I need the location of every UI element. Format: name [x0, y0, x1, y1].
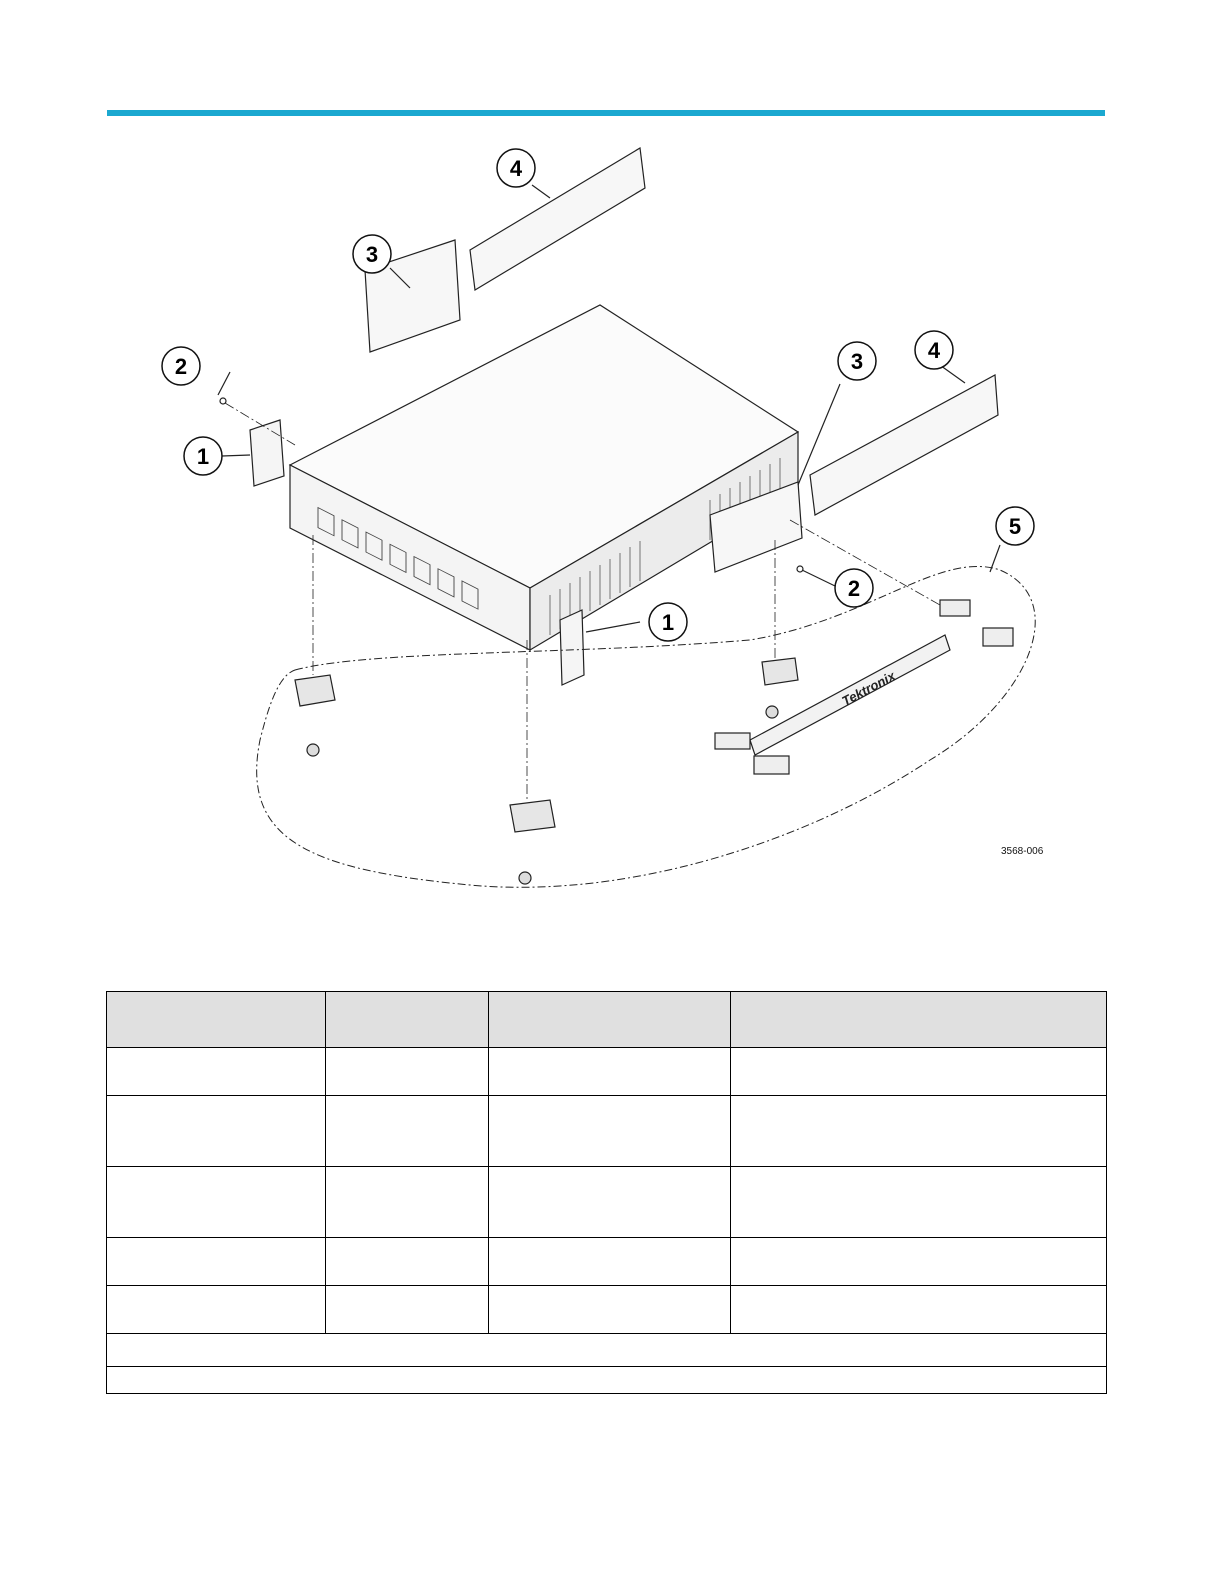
handle-end-block-1 — [715, 733, 750, 749]
table-cell — [731, 1238, 1107, 1286]
rackmount-exploded-diagram — [150, 140, 1070, 900]
header-accent-rule — [107, 110, 1105, 116]
callout-label: 4 — [509, 156, 523, 181]
table-row — [107, 1286, 1107, 1334]
table-header-row — [107, 992, 1107, 1048]
screw-right — [797, 566, 803, 572]
kit-enclosure — [257, 566, 1036, 887]
table-header-cell — [326, 992, 489, 1048]
front-ear-right — [560, 610, 584, 685]
rail-top — [470, 148, 645, 290]
table-cell — [731, 1286, 1107, 1334]
figure-id-label: 3568-006 — [1001, 846, 1044, 857]
front-ear-left — [250, 420, 284, 486]
callout-label: 1 — [196, 444, 210, 469]
foot-center — [510, 800, 555, 832]
foot-pad-right — [766, 706, 778, 718]
table-cell — [731, 1167, 1107, 1238]
handle-end-block-2 — [754, 756, 789, 774]
table-header-cell — [731, 992, 1107, 1048]
table-cell-wide — [107, 1367, 1107, 1394]
callout-label: 3 — [850, 349, 864, 374]
table-cell — [326, 1048, 489, 1096]
table-cell — [107, 1238, 326, 1286]
callout-label: 2 — [174, 354, 188, 379]
table-cell — [107, 1048, 326, 1096]
table-cell — [326, 1096, 489, 1167]
table-row — [107, 1238, 1107, 1286]
table-header-cell — [489, 992, 731, 1048]
foot-pad-left — [307, 744, 319, 756]
parts-table — [106, 991, 1107, 1394]
table-cell — [107, 1167, 326, 1238]
table-cell — [489, 1238, 731, 1286]
foot-right — [762, 658, 798, 685]
callout-label: 5 — [1008, 514, 1022, 539]
table-cell — [489, 1096, 731, 1167]
table-row — [107, 1048, 1107, 1096]
handle-end-block-3 — [940, 600, 970, 616]
handle-logo: Tektronix — [839, 668, 898, 709]
table-header-cell — [107, 992, 326, 1048]
table-cell — [489, 1286, 731, 1334]
table-cell — [731, 1048, 1107, 1096]
callout-label: 1 — [661, 610, 675, 635]
table-cell — [326, 1167, 489, 1238]
table-cell — [326, 1238, 489, 1286]
table-cell — [489, 1167, 731, 1238]
foot-left — [295, 675, 335, 706]
callout-label: 2 — [847, 576, 861, 601]
foot-pad-center — [519, 872, 531, 884]
table-cell — [731, 1096, 1107, 1167]
table-row — [107, 1367, 1107, 1394]
callout-label: 3 — [365, 242, 379, 267]
table-cell — [107, 1096, 326, 1167]
table-row — [107, 1334, 1107, 1367]
rail-right — [810, 375, 998, 515]
callout-label: 4 — [927, 338, 941, 363]
handle-end-block-4 — [983, 628, 1013, 646]
table-cell-wide — [107, 1334, 1107, 1367]
table-cell — [326, 1286, 489, 1334]
table-cell — [489, 1048, 731, 1096]
table-row — [107, 1096, 1107, 1167]
table-row — [107, 1167, 1107, 1238]
table-cell — [107, 1286, 326, 1334]
